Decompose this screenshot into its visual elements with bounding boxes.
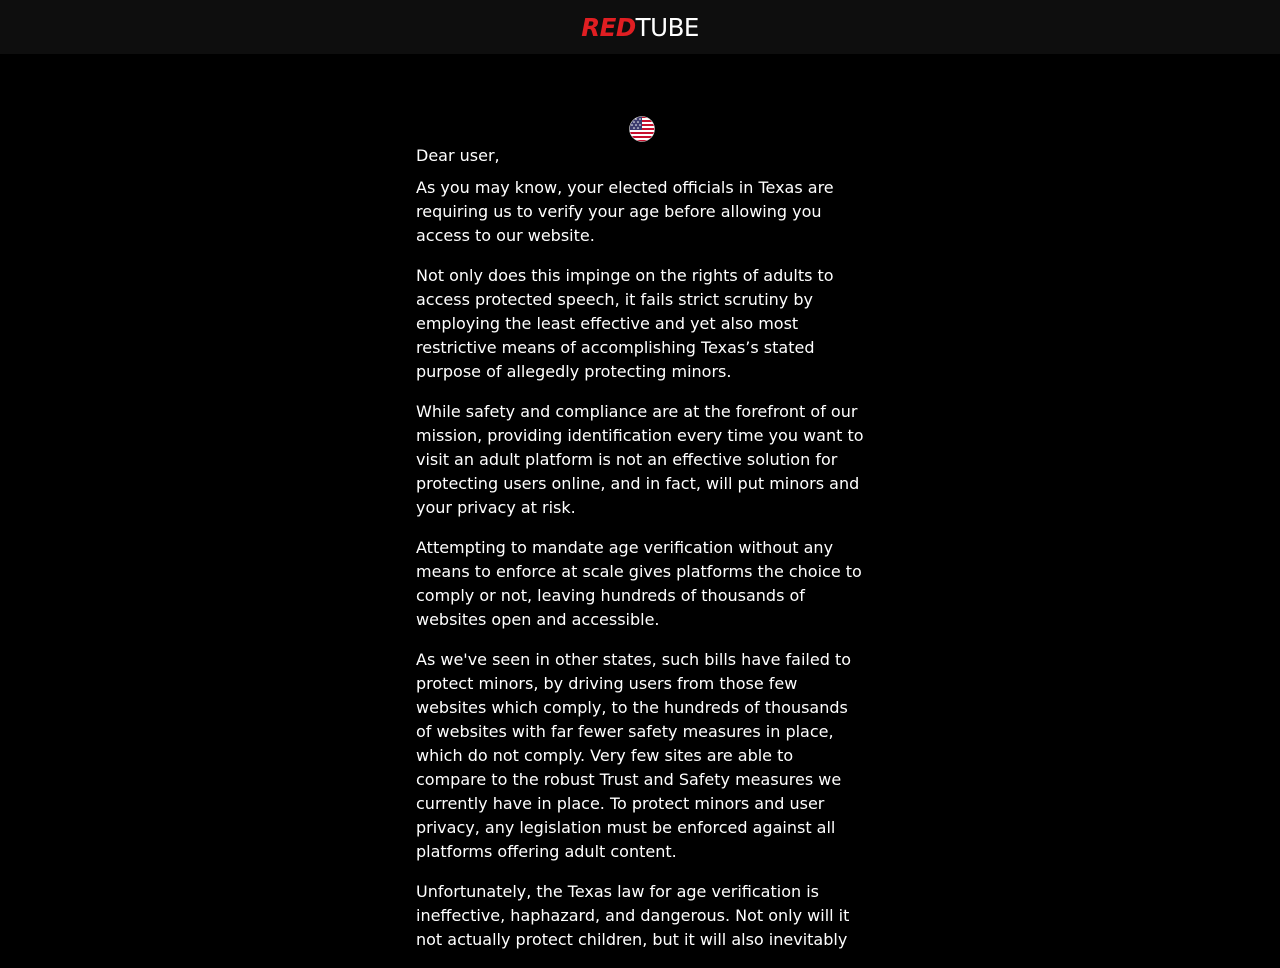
letter-paragraph-4: Attempting to mandate age verification without any means to enforce at scale gives platforms the choice to comply or not, leaving hundreds of thousands of websites open and accessible. xyxy=(416,538,862,629)
top-header-bar xyxy=(0,0,1280,54)
logo-white-part: TUBE xyxy=(635,12,699,42)
letter-paragraph-5: As we've seen in other states, such bills have failed to protect minors, by driving users from those few websites which comply, to the hundreds of thousands of websites with far fewer safety measures in place, which do not comply. Very few sites are able to compare to the robust Trust and Safety measures we currently have in place. To protect minors and user privacy, any legislation must be enforced against all platforms offering adult content. xyxy=(416,650,851,861)
letter-content xyxy=(416,116,868,968)
letter-paragraph-2: Not only does this impinge on the rights of adults to access protected speech, it fails strict scrutiny by employing the least effective and yet also most restrictive means of accomplishing Texas’s stated purpose of allegedly protecting minors. xyxy=(416,266,834,381)
us-flag-icon xyxy=(629,116,655,142)
logo-red-part: RED xyxy=(581,12,636,42)
letter-paragraph-1: As you may know, your elected officials in Texas are requiring us to verify your age before allowing you access to our website. xyxy=(416,178,834,245)
letter-paragraph-3: While safety and compliance are at the forefront of our mission, providing identification every time you want to visit an adult platform is not an effective solution for protecting users online, and in fact, will put minors and your privacy at risk. xyxy=(416,402,864,517)
letter-paragraph-6: Unfortunately, the Texas law for age verification is ineffective, haphazard, and dangerous. Not only will it not actually protect children, but it will also inevitably xyxy=(416,882,850,949)
letter-greeting: Dear user, xyxy=(416,146,500,165)
redtube-logo-link[interactable] xyxy=(581,12,699,42)
flag-container xyxy=(416,116,868,144)
